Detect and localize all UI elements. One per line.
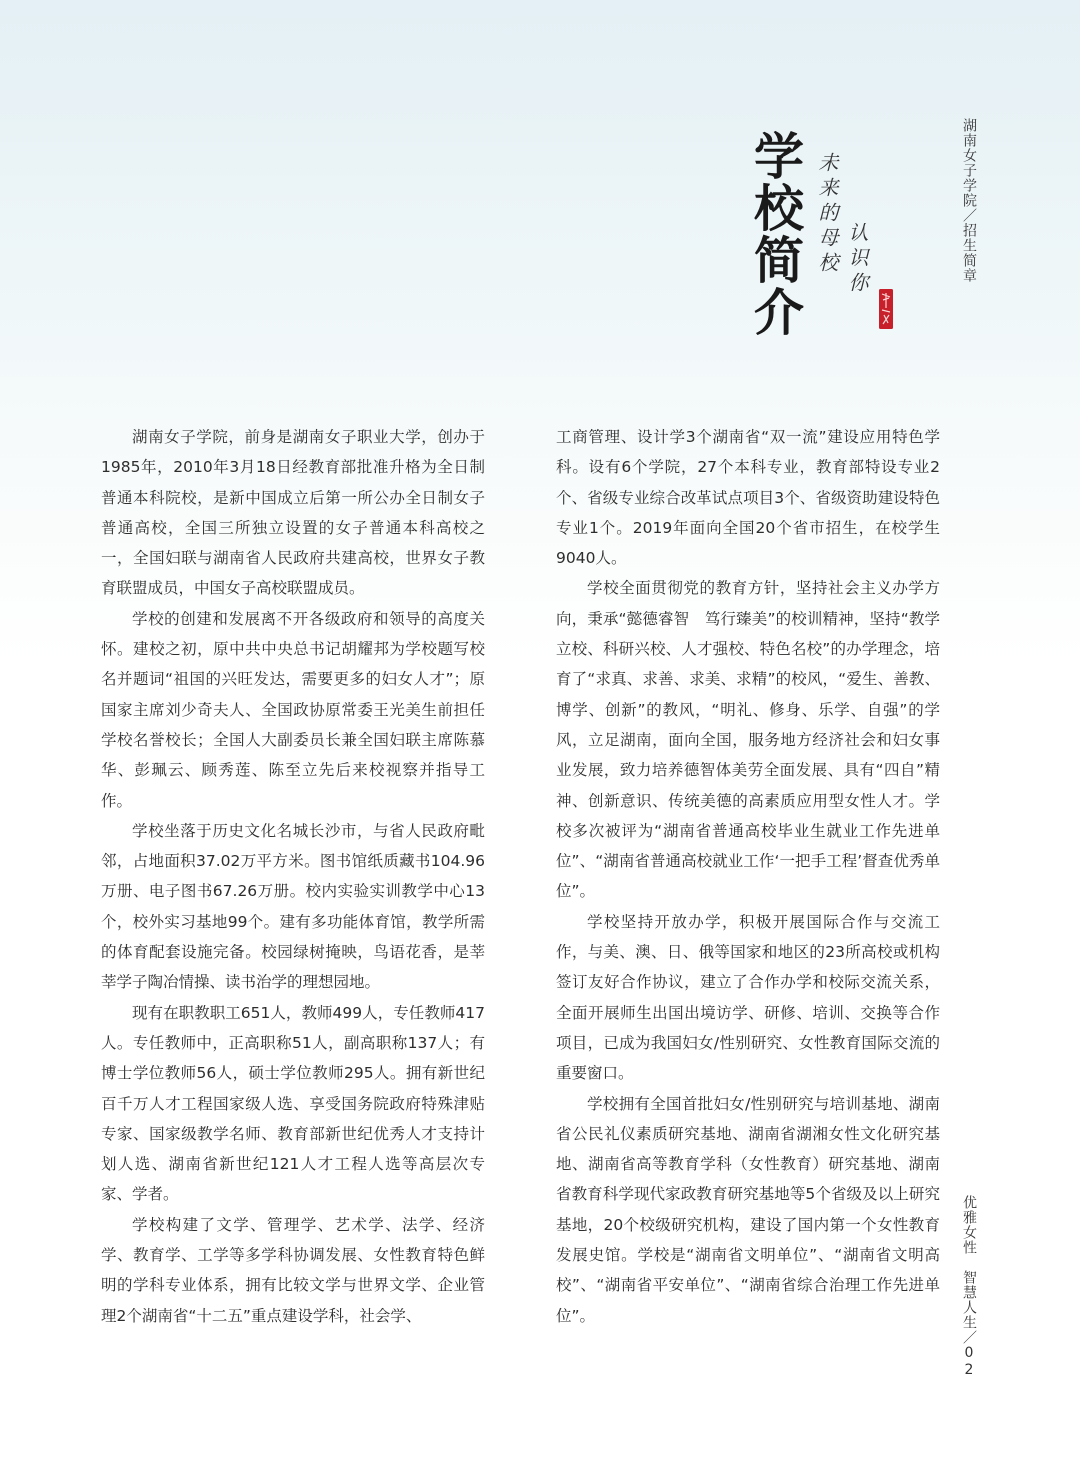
slogan-a: 优雅女性	[961, 1195, 977, 1255]
paragraph: 学校构建了文学、管理学、艺术学、法学、经济学、教育学、工学等多学科协调发展、女性教育特色鲜明的学科专业体系，拥有比较文学与世界文学、企业管理2个湖南省“十二五”重点建设学科，社会学、	[101, 1215, 485, 1325]
paragraph: 学校全面贯彻党的教育方针，坚持社会主义办学方向，秉承“懿德睿智 笃行臻美”的校训精神，坚持“教学立校、科研兴校、人才强校、特色名校”的办学理念，培育了“求真、求善、求美、求精”的校风，“爱生、善教、博学、创新”的教风，“明礼、修身、乐学、自强”的学风，立足湖南，面向全国，服务地方经济社会和妇女事业发展，致力培养德智体美劳全面发展、具有“四自”精神、创新意识、传统美德的高素质应用型女性人才。学校多次被评为“湖南省普通高校毕业生就业工作先进单位”、“湖南省普通高校就业工作‘一把手工程’督查优秀单位”。	[556, 579, 940, 901]
page-number: 02	[961, 1345, 977, 1379]
separator: ／	[961, 208, 977, 223]
paragraph: 湖南女子学院，前身是湖南女子职业大学，创办于1985年，2010年3月18日经教育部批准升格为全日制普通本科院校，是新中国成立后第一所公办全日制女子普通高校，全国三所独立设置的女子普通本科高校之一，全国妇联与湖南省人民政府共建高校，世界女子教育联盟成员，中国女子高校联盟成员。	[101, 428, 485, 598]
subtitle-line-1: 未来的母校	[815, 152, 839, 277]
paragraph: 学校拥有全国首批妇女/性别研究与培训基地、湖南省公民礼仪素质研究基地、湖南省湖湘女性文化研究基地、湖南省高等教育学科（女性教育）研究基地、湖南省教育科学现代家政教育研究基地等5个省级及以上研究基地，20个校级研究机构，建设了国内第一个女性教育发展史馆。学校是“湖南省文明单位”、“湖南省文明高校”、“湖南省平安单位”、“湖南省综合治理工作先进单位”。	[556, 1094, 940, 1325]
paragraph-continued: 工商管理、设计学3个湖南省“双一流”建设应用特色学科。设有6个学院，27个本科专业，教育部特设专业2个、省级专业综合改革试点项目3个、省级资助建设特色专业1个。2019年面向全国20个省市招生，在校学生9040人。	[556, 428, 940, 568]
paragraph: 学校的创建和发展离不开各级政府和领导的高度关怀。建校之初，原中共中央总书记胡耀邦为学校题写校名并题词“祖国的兴旺发达，需要更多的妇女人才”；原国家主席刘少奇夫人、全国政协原常委王光美生前担任学校名誉校长；全国人大副委员长兼全国妇联主席陈慕华、彭珮云、顾秀莲、陈至立先后来校视察并指导工作。	[101, 609, 485, 810]
separator: ／	[961, 1330, 977, 1345]
red-seal-icon	[878, 288, 894, 330]
paragraph: 现有在职教职工651人，教师499人，专任教师417人。专任教师中，正高职称51人，副高职称137人；有博士学位教师56人，硕士学位教师295人。拥有新世纪百千万人才工程国家级人选、享受国务院政府特殊津贴专家、国家级教学名师、教育部新世纪优秀人才支持计划人选、湖南省新世纪121人才工程人选等高层次专家、学者。	[101, 1003, 485, 1204]
slogan-b: 智慧人生	[961, 1270, 977, 1330]
paragraph: 学校坚持开放办学，积极开展国际合作与交流工作，与美、澳、日、俄等国家和地区的23所高校或机构签订友好合作协议，建立了合作办学和校际交流关系，全面开展师生出国出境访学、研修、培训、交换等合作项目，已成为我国妇女/性别研究、女性教育国际交流的重要窗口。	[556, 912, 940, 1083]
paragraph: 学校坐落于历史文化名城长沙市，与省人民政府毗邻，占地面积37.02万平方米。图书馆纸质藏书104.96万册、电子图书67.26万册。校内实验实训教学中心13个，校外实习基地99个。建有多功能体育馆，教学所需的体育配套设施完备。校园绿树掩映，鸟语花香，是莘莘学子陶冶情操、读书治学的理想园地。	[101, 821, 485, 992]
running-head	[958, 118, 980, 283]
school-name: 湖南女子学院	[961, 118, 977, 208]
section-name: 招生简章	[961, 223, 977, 283]
running-foot	[958, 1195, 980, 1379]
subtitle-line-2: 认识你	[845, 222, 869, 297]
text-column-left	[101, 422, 485, 1331]
text-column-right	[556, 422, 940, 1331]
page-title: 学校简介	[746, 130, 804, 338]
